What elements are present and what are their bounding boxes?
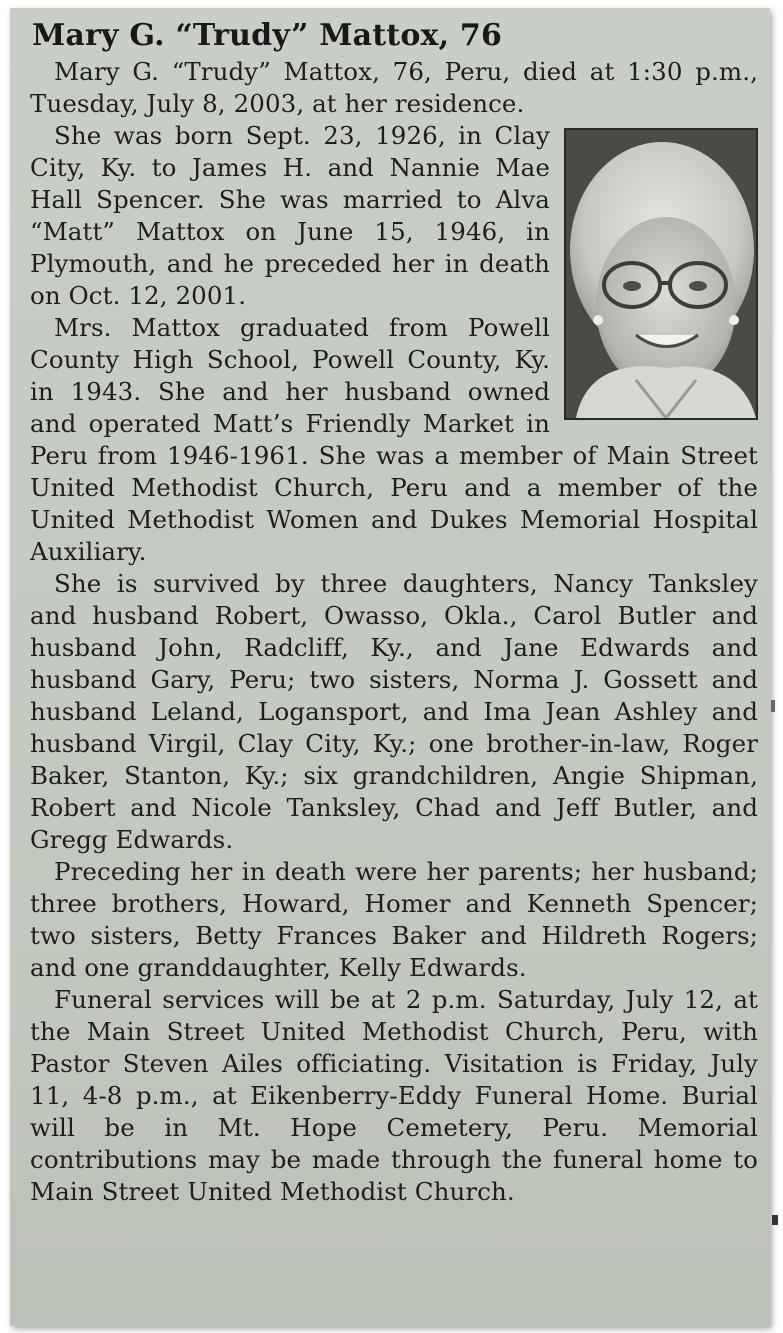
adjacent-column-edge — [769, 0, 779, 1333]
obituary-paragraph-services: Funeral services will be at 2 p.m. Saturday, July 12, at the Main Street United Methodist Church, Peru, with Pastor Steven Ailes officiating. Visitation is Friday, July 11, 4-8 p.m., at Eikenberry-Eddy Funeral Home. Burial will be in Mt. Hope Cemetery, Peru. Memorial contributions may be made through the funeral home to Main Street United Methodist Church. — [30, 985, 758, 1206]
obituary-paragraph-survivors: She is survived by three daughters, Nancy Tanksley and husband Robert, Owasso, Okla., Carol Butler and husband John, Radcliff, Ky., and Jane Edwards and husband Gary, Peru; two sisters, Norma J. Gossett and husband Leland, Logansport, and Ima Jean Ashley and husband Virgil, Clay City, Ky.; one brother-in-law, Roger Baker, Stanton, Ky.; six grandchildren, Angie Shipman, Robert and Nicole Tanksley, Chad and Jeff Butler, and Gregg Edwards. — [30, 569, 758, 854]
obituary-headline: Mary G. “Trudy” Mattox, 76 — [32, 18, 503, 53]
obituary-column — [30, 18, 758, 1208]
newspaper-clipping — [10, 8, 770, 1326]
portrait-illustration — [566, 130, 756, 418]
obituary-paragraph-death: Mary G. “Trudy” Mattox, 76, Peru, died at 1:30 p.m., Tuesday, July 8, 2003, at her residence. — [30, 57, 758, 118]
obituary-paragraph-birth: She was born Sept. 23, 1926, in Clay City, Ky. to James H. and Nannie Mae Hall Spencer. She was married to Alva “Matt” Mattox on June 15, 1946, in Plymouth, and he preceded her in death on Oct. 12, 2001. — [30, 121, 550, 310]
obituary-paragraph-life: Mrs. Mattox graduated from Powell County High School, Powell County, Ky. in 1943. She and her husband owned and operated Matt’s Friendly Market in Peru from 1946-1961. She was a member of Main Street United Methodist Church, Peru and a member of the United Methodist Women and Dukes Memorial Hospital Auxiliary. — [30, 313, 758, 566]
obituary-paragraph-preceded: Preceding her in death were her parents; her husband; three brothers, Howard, Homer and Kenneth Spencer; two sisters, Betty Frances Baker and Hildreth Rogers; and one granddaughter, Kelly Edwards. — [30, 857, 758, 982]
portrait-photo-icon — [564, 128, 758, 420]
